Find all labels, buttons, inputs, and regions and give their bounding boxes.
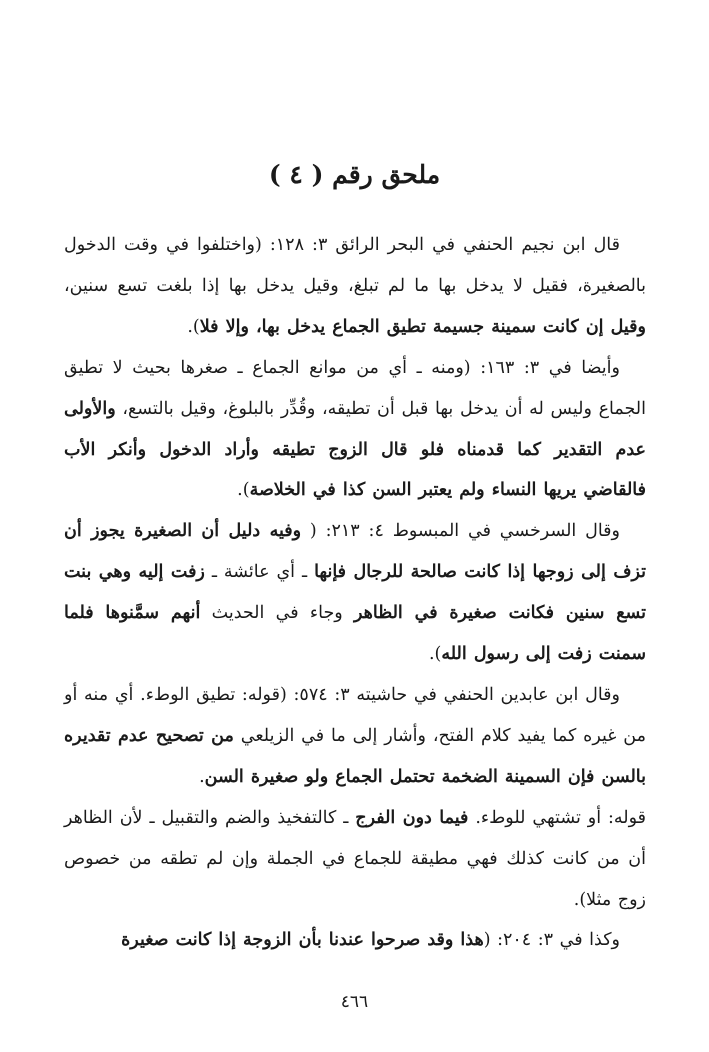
bold-quote-segment: فيما دون الفرج	[355, 807, 469, 828]
bold-quote-segment: وقيل إن كانت سمينة جسيمة تطيق الجماع يدخل بها، وإلا فلا	[199, 316, 646, 337]
appendix-title: ملحق رقم ( ٤ )	[268, 160, 441, 189]
bold-quote-segment: زفت إليه وهي بنت تسع سنين فكانت صغيرة في الظاهر	[64, 562, 646, 624]
text-segment: .	[199, 766, 205, 787]
page-number: ٤٦٦	[340, 992, 369, 1012]
paragraph-p6	[64, 920, 646, 961]
paragraph-p1	[64, 225, 646, 348]
paragraph-p5	[64, 798, 646, 921]
text-segment: وقال السرخسي في المبسوط ٤: ٢١٣: (	[301, 521, 620, 542]
text-segment: وقال ابن عابدين الحنفي في حاشيته ٣: ٥٧٤: (قوله: تطيق الوطء. أي منه أو من غيره كما يفيد كلام الفتح، وأشار إلى ما في الزيلعي	[64, 684, 646, 746]
paragraph-p3	[64, 511, 646, 675]
bold-quote-segment: أنهم سمَّنوها فلما سمنت زفت إلى رسول الله	[64, 603, 646, 665]
text-segment: وجاء في الحديث	[200, 603, 355, 624]
text-segment: ـ أي عائشة ـ	[204, 562, 315, 583]
text-segment: قوله: أو تشتهي للوطء.	[468, 807, 647, 828]
text-segment: وأيضا في ٣: ١٦٣: (ومنه ـ أي من موانع الجماع ـ صغرها بحيث لا تطيق الجماع وليس له أن يدخل بها قبل أن تطيقه، وقُدِّر بالبلوغ، وقيل بالتسع،	[64, 357, 646, 419]
paragraph-p2	[64, 348, 646, 512]
bold-quote-segment: وفيه دليل أن الصغيرة يجوز أن تزف إلى زوجها إذا كانت صالحة للرجال فإنها	[64, 521, 646, 583]
paragraph-p4	[64, 675, 646, 798]
bold-quote-segment: والأولى عدم التقدير كما قدمناه فلو قال الزوج تطيقه وأراد الدخول وأنكر الأب فالقاضي يريها النساء ولم يعتبر السن كذا في الخلاصة	[64, 398, 646, 501]
text-segment: ـ كالتفخيذ والضم والتقبيل ـ لأن الظاهر أن من كانت كذلك فهي مطيقة للجماع في الجملة وإن لم تطقه من خصوص زوج مثلا).	[64, 807, 646, 910]
text-segment: ).	[187, 316, 200, 337]
body-text	[64, 225, 646, 961]
text-segment: وكذا في ٣: ٢٠٤: (	[483, 930, 620, 951]
bold-quote-segment: من تصحيح عدم تقديره بالسن فإن السمينة الضخمة تحتمل الجماع ولو صغيرة السن	[64, 725, 646, 787]
bold-quote-segment: هذا وقد صرحوا عندنا بأن الزوجة إذا كانت صغيرة	[121, 930, 484, 951]
text-segment: قال ابن نجيم الحنفي في البحر الرائق ٣: ١٢٨: (واختلفوا في وقت الدخول بالصغيرة، فقيل لا يدخل بها ما لم تبلغ، وقيل يدخل بها إذا بلغت تسع سنين،	[64, 235, 646, 296]
text-segment: ).	[237, 480, 250, 501]
text-segment: ).	[428, 644, 442, 665]
